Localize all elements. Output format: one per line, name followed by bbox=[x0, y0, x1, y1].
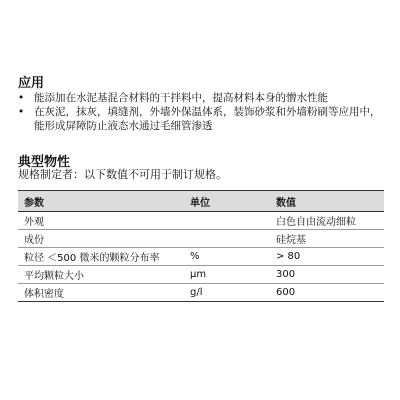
cell-unit: g/l bbox=[184, 284, 270, 302]
bullet-icon: • bbox=[18, 106, 25, 118]
cell-parameter: 平均颗粒大小 bbox=[18, 266, 184, 284]
header-value: 数值 bbox=[270, 191, 384, 212]
table-header-row bbox=[18, 191, 384, 212]
cell-unit bbox=[184, 212, 270, 230]
cell-parameter: 外观 bbox=[18, 212, 184, 230]
cell-parameter: 体积密度 bbox=[18, 284, 184, 302]
cell-value: 白色自由流动细粒 bbox=[270, 212, 384, 230]
header-unit: 单位 bbox=[184, 191, 270, 212]
application-text: 能添加在水泥基混合材料的干拌料中，提高材料本身的憎水性能 bbox=[34, 92, 328, 104]
typical-properties-heading: 典型物性 bbox=[18, 155, 71, 170]
table-row bbox=[18, 230, 384, 248]
cell-parameter: 粒径 ＜500 微米的颗粒分布率 bbox=[18, 248, 184, 266]
cell-value: 硅烷基 bbox=[270, 230, 384, 248]
cell-parameter: 成份 bbox=[18, 230, 184, 248]
cell-value: 600 bbox=[270, 284, 384, 302]
bullet-icon: • bbox=[18, 92, 25, 104]
header-parameter: 参数 bbox=[18, 191, 184, 212]
application-text: 在灰泥，抹灰，填缝剂，外墙外保温体系，装饰砂浆和外墙粉刷等应用中，能形成屏障防止液态水通过毛细管渗透 bbox=[34, 106, 381, 132]
cell-unit: % bbox=[184, 248, 270, 266]
properties-table bbox=[18, 190, 384, 302]
table-row bbox=[18, 248, 384, 266]
application-bullet bbox=[18, 105, 388, 133]
applications-heading: 应用 bbox=[18, 76, 45, 91]
table-row bbox=[18, 266, 384, 284]
cell-value: 300 bbox=[270, 266, 384, 284]
cell-value: > 80 bbox=[270, 248, 384, 266]
cell-unit: µm bbox=[184, 266, 270, 284]
table-row bbox=[18, 284, 384, 302]
specification-note: 规格制定者：以下数值不可用于制订规格。 bbox=[18, 168, 227, 181]
application-bullet bbox=[18, 91, 388, 105]
table-row bbox=[18, 212, 384, 230]
cell-unit bbox=[184, 230, 270, 248]
